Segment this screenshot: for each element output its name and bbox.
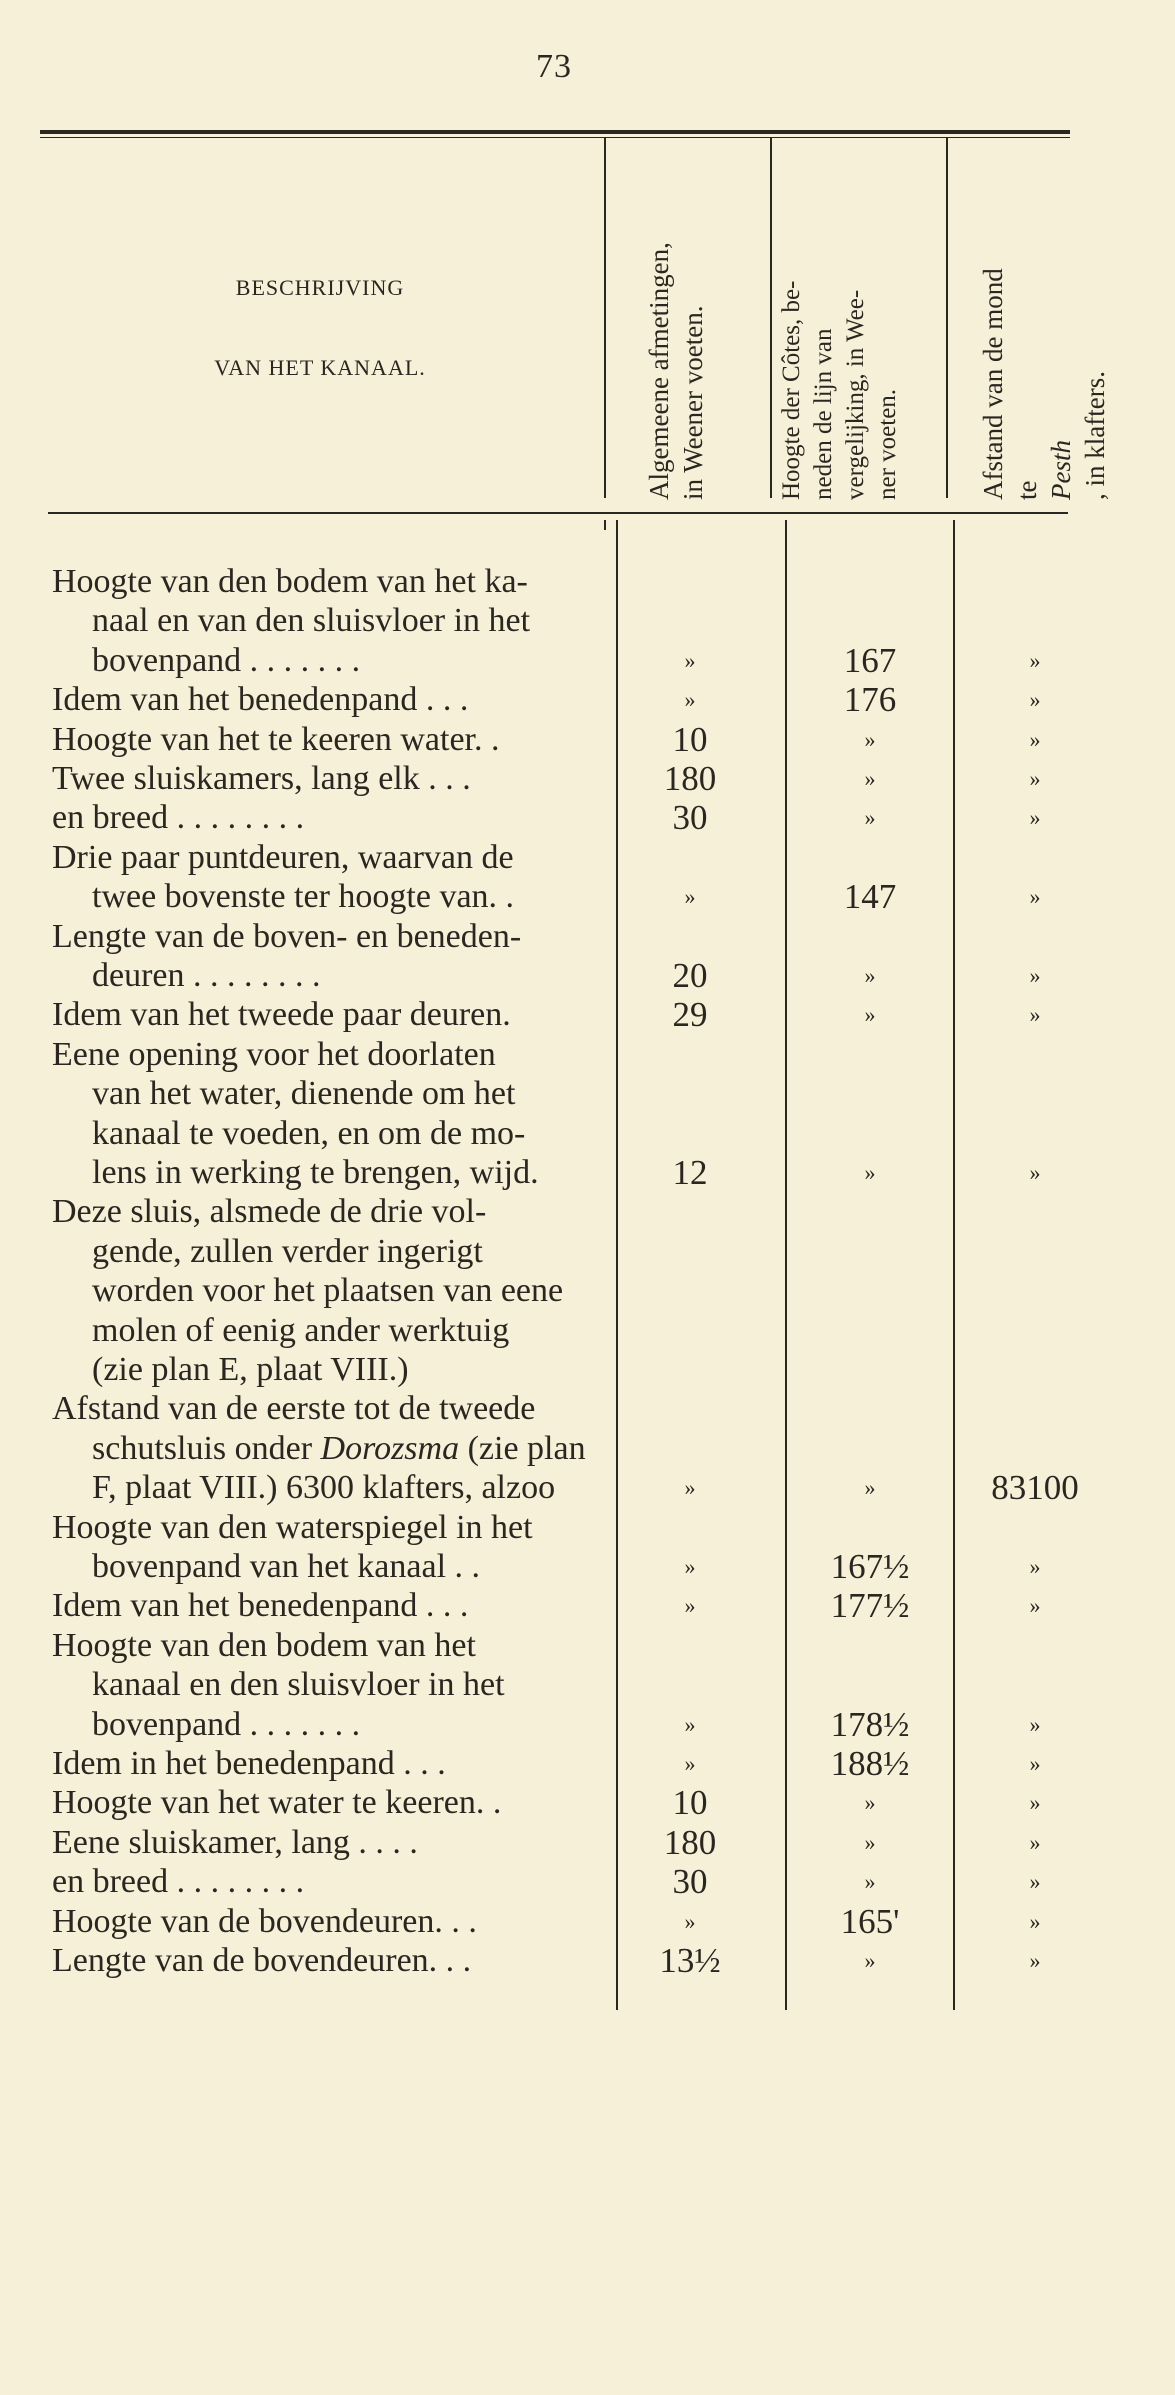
col-divider-1 <box>604 138 606 498</box>
col-divider-3 <box>946 138 948 498</box>
table-row-text: Afstand van de eerste tot de tweede <box>52 1390 536 1427</box>
table-row-text: Hoogte van den waterspiegel in het <box>52 1509 533 1546</box>
table-cell-c3: » <box>1029 727 1041 752</box>
table-row-text: Eene opening voor het doorlaten <box>52 1036 496 1073</box>
table-cell-c1: 12 <box>672 1153 708 1192</box>
table-cell-c3: » <box>1029 1790 1041 1815</box>
table-row-text: lens in werking te brengen, wijd. <box>92 1154 539 1191</box>
page-number: 73 <box>536 48 572 85</box>
table-row-text: kanaal te voeden, en om de mo- <box>92 1115 526 1152</box>
table-cell-c1: 10 <box>672 720 708 759</box>
table-cell-c3: » <box>1029 1554 1041 1579</box>
table-row-text: Hoogte van den bodem van het ka- <box>52 563 528 600</box>
table-row-text: Idem van het benedenpand . . . <box>52 681 469 718</box>
table-row-text: en breed . . . . . . . . <box>52 1863 305 1900</box>
table-cell-c2: 188½ <box>830 1744 910 1783</box>
table-row-text: (zie plan E, plaat VIII.) <box>92 1351 409 1388</box>
top-rule-thin <box>40 137 1070 138</box>
table-cell-c1: » <box>684 1593 696 1618</box>
table-row-text: Twee sluiskamers, lang elk . . . <box>52 760 471 797</box>
table-row-text: Deze sluis, alsmede de drie vol- <box>52 1193 487 1230</box>
table-cell-c3: » <box>1029 687 1041 712</box>
table-row-text: bovenpand . . . . . . . <box>92 642 361 679</box>
table-row-text: Hoogte van het te keeren water. . <box>52 721 500 758</box>
table-row-text: Hoogte van het water te keeren. . <box>52 1784 502 1821</box>
table-cell-c1: » <box>684 648 696 673</box>
table-cell-c3: » <box>1029 1002 1041 1027</box>
table-row-text: naal en van den sluisvloer in het <box>92 602 531 639</box>
table-row-text: bovenpand . . . . . . . <box>92 1706 361 1743</box>
table-cell-c3: » <box>1029 1869 1041 1894</box>
table-row-text: F, plaat VIII.) 6300 klafters, alzoo <box>92 1469 556 1506</box>
table-cell-c3: » <box>1029 884 1041 909</box>
table-row-text: Lengte van de bovendeuren. . . <box>52 1942 472 1979</box>
table-cell-c2: » <box>864 1160 876 1185</box>
col-divider-body-2 <box>785 520 787 2010</box>
table-cell-c2: » <box>864 1869 876 1894</box>
table-cell-c2: 177½ <box>830 1586 910 1625</box>
col-divider-2 <box>770 138 772 498</box>
column-heading-distance: Afstand van de mond te Pesth , in klafters. <box>978 268 1110 500</box>
table-cell-c2: » <box>864 1948 876 1973</box>
table-row-text: Idem van het benedenpand . . . <box>52 1587 469 1624</box>
table-cell-c3: » <box>1029 1948 1041 1973</box>
table-cell-c1: » <box>684 1712 696 1737</box>
table-cell-c3: » <box>1029 1160 1041 1185</box>
table-cell-c1: 180 <box>663 759 717 798</box>
table-row-text: molen of eenig ander werktuig <box>92 1312 510 1349</box>
table-row-text: Lengte van de boven- en beneden- <box>52 918 522 955</box>
table-cell-c2: 147 <box>843 877 897 916</box>
table-cell-c3: » <box>1029 1909 1041 1934</box>
table-cell-c1: 30 <box>672 798 708 837</box>
table-cell-c1: » <box>684 884 696 909</box>
table-cell-c2: » <box>864 1830 876 1855</box>
table-row-text: Hoogte van den bodem van het <box>52 1627 476 1664</box>
table-cell-c3: » <box>1029 1593 1041 1618</box>
table-row-text: twee bovenste ter hoogte van. . <box>92 878 515 915</box>
table-cell-c3: » <box>1029 1751 1041 1776</box>
table-cell-c2: » <box>864 766 876 791</box>
table-cell-c3: » <box>1029 1712 1041 1737</box>
column-heading-heights: Hoogte der Côtes, be- neden de lijn van vergelijking, in Wee- ner voeten. <box>778 280 901 500</box>
table-cell-c2: 167 <box>843 641 897 680</box>
table-cell-c1: 13½ <box>659 1941 721 1980</box>
table-cell-c1: » <box>684 1554 696 1579</box>
table-cell-c2: 178½ <box>830 1705 910 1744</box>
header-bottom-rule <box>48 512 1068 514</box>
table-cell-c3: » <box>1029 963 1041 988</box>
header-title-line1: BESCHRIJVING <box>235 275 405 300</box>
table-cell-c2: » <box>864 1790 876 1815</box>
table-row-text: worden voor het plaatsen van eene <box>92 1272 564 1309</box>
table-row-text: gende, zullen verder ingerigt <box>92 1233 483 1270</box>
table-cell-c2: 176 <box>843 680 897 719</box>
table-cell-c1: 10 <box>672 1783 708 1822</box>
col-divider-body-1 <box>616 520 618 2010</box>
table-cell-c2: » <box>864 963 876 988</box>
table-cell-c3: » <box>1029 766 1041 791</box>
table-row-text: van het water, dienende om het <box>92 1075 516 1112</box>
header-title-line2: VAN HET KANAAL. <box>214 355 426 380</box>
table-row-text: Drie paar puntdeuren, waarvan de <box>52 839 514 876</box>
col-divider-body-3 <box>953 520 955 2010</box>
table-cell-c2: 167½ <box>830 1547 910 1586</box>
table-cell-c3: 83100 <box>991 1468 1079 1507</box>
table-cell-c2: » <box>864 727 876 752</box>
table-cell-c1: 30 <box>672 1862 708 1901</box>
table-cell-c1: 180 <box>663 1823 717 1862</box>
table-row-text: Eene sluiskamer, lang . . . . <box>52 1824 418 1861</box>
table-cell-c2: » <box>864 1475 876 1500</box>
top-rule <box>40 130 1070 134</box>
table-cell-c3: » <box>1029 805 1041 830</box>
table-row-text: Idem in het benedenpand . . . <box>52 1745 446 1782</box>
table-cell-c1: 29 <box>672 995 708 1034</box>
table-cell-c1: 20 <box>672 956 708 995</box>
table-row-text: bovenpand van het kanaal . . <box>92 1548 481 1585</box>
table-row-text: schutsluis onder Dorozsma (zie plan <box>92 1430 586 1467</box>
table-cell-c2: » <box>864 805 876 830</box>
table-cell-c2: » <box>864 1002 876 1027</box>
table-cell-c1: » <box>684 1475 696 1500</box>
table-cell-c1: » <box>684 1909 696 1934</box>
column-heading-dimensions: Algemeene afmetingen, in Weener voeten. <box>644 242 708 500</box>
table-cell-c3: » <box>1029 1830 1041 1855</box>
table-cell-c2: 165' <box>840 1902 900 1941</box>
col-divider-body-0 <box>604 520 606 530</box>
table-row-text: en breed . . . . . . . . <box>52 799 305 836</box>
table-cell-c1: » <box>684 687 696 712</box>
table-row-text: deuren . . . . . . . . <box>92 957 321 994</box>
table-cell-c3: » <box>1029 648 1041 673</box>
table-row-text: Hoogte van de bovendeuren. . . <box>52 1903 477 1940</box>
table-row-text: Idem van het tweede paar deuren. <box>52 996 511 1033</box>
table-cell-c1: » <box>684 1751 696 1776</box>
table-row-text: kanaal en den sluisvloer in het <box>92 1666 505 1703</box>
